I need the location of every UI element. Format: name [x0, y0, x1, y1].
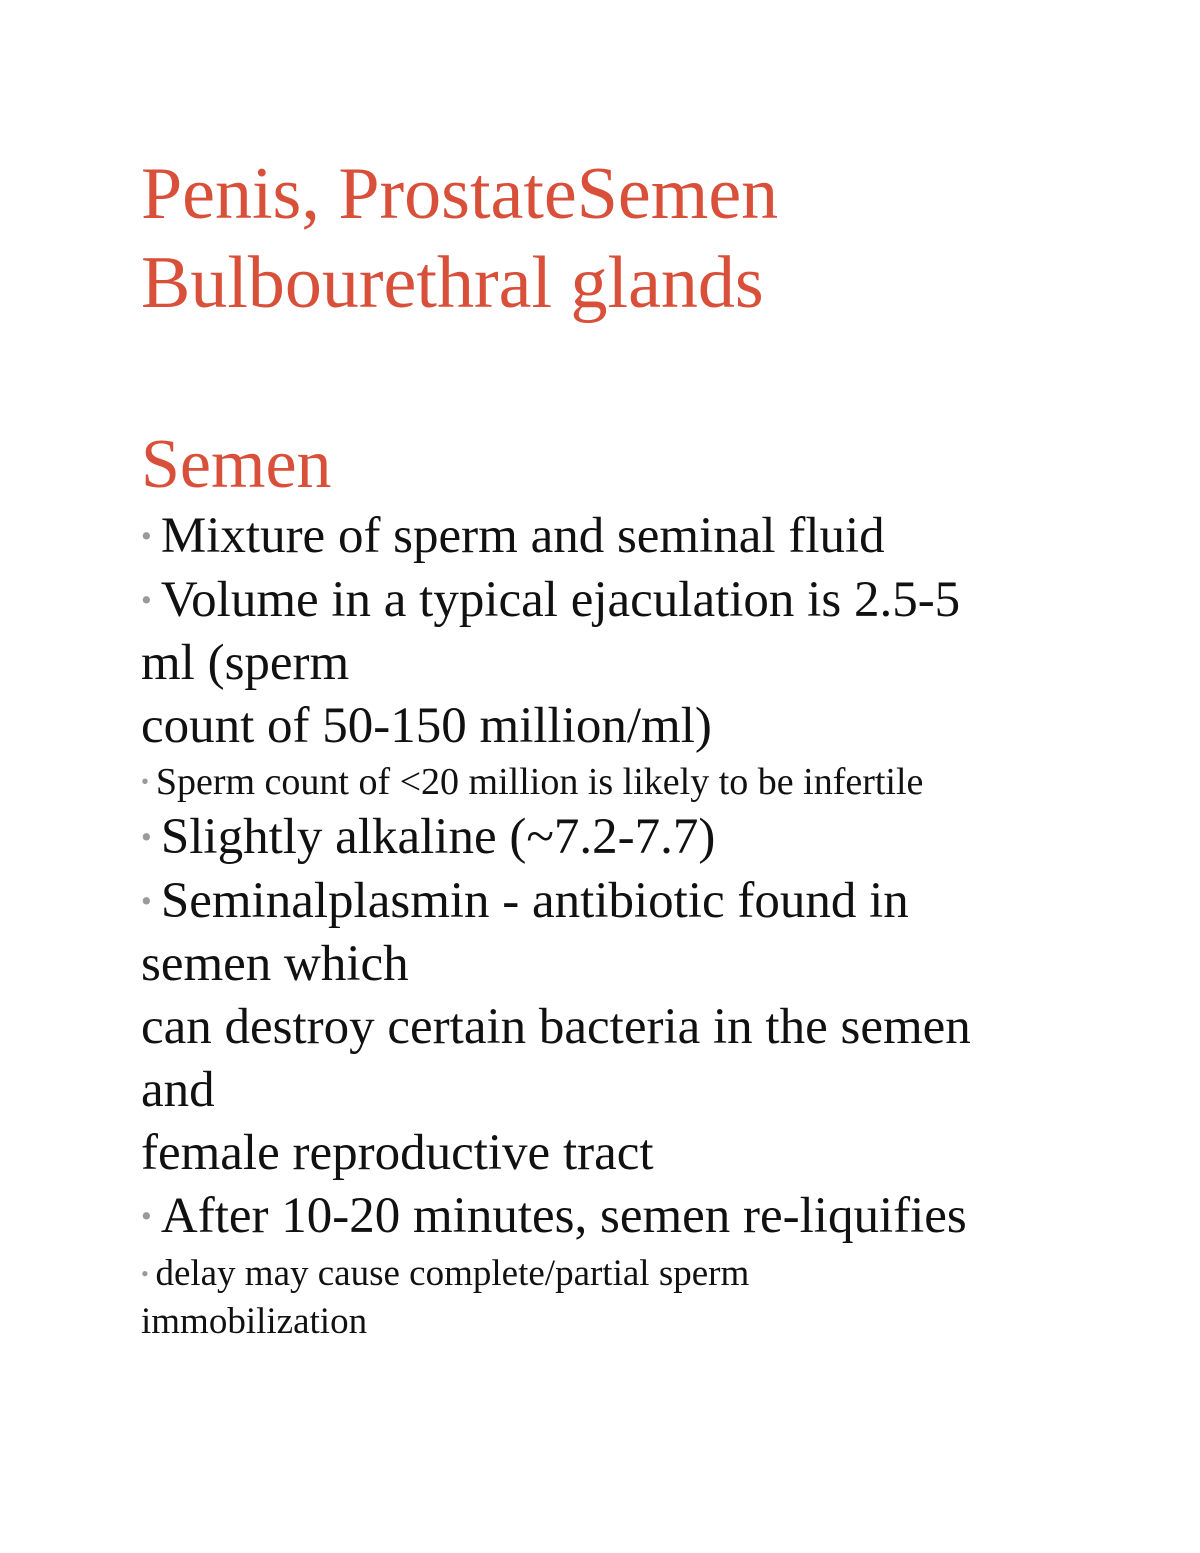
- bullet-item: [141, 873, 909, 929]
- bullet-continuation: count of 50-150 million/ml): [141, 698, 712, 754]
- bullet-continuation: ml (sperm: [141, 635, 350, 691]
- bullet-icon: •: [141, 582, 152, 617]
- bullet-icon: •: [141, 1198, 152, 1233]
- bullet-continuation: and: [141, 1062, 215, 1118]
- sub-bullet-text: delay may cause complete/partial sperm: [155, 1253, 750, 1294]
- title-line-1: Penis, ProstateSemen: [141, 153, 779, 235]
- sub-bullet-continuation: immobilization: [141, 1301, 368, 1342]
- bullet-continuation: female reproductive tract: [141, 1125, 654, 1181]
- sub-bullet-text: Sperm count of <20 million is likely to be infertile: [155, 761, 924, 803]
- bullet-item: [141, 572, 961, 628]
- sub-bullet-item: [141, 763, 923, 801]
- bullet-continuation: can destroy certain bacteria in the semen: [141, 999, 971, 1055]
- bullet-text: Mixture of sperm and seminal fluid: [160, 508, 885, 564]
- bullet-continuation: semen which: [141, 936, 409, 992]
- bullet-icon: •: [141, 518, 152, 553]
- sub-bullet-item: [141, 1255, 749, 1292]
- bullet-text: Slightly alkaline (~7.2-7.7): [160, 809, 716, 865]
- bullet-item: [141, 508, 885, 564]
- bullet-text: Volume in a typical ejaculation is 2.5-5: [160, 572, 961, 628]
- bullet-icon: •: [141, 1260, 149, 1286]
- bullet-text: After 10-20 minutes, semen re-liquifies: [160, 1188, 967, 1244]
- bullet-item: [141, 809, 716, 865]
- bullet-icon: •: [141, 769, 149, 795]
- section-heading: Semen: [141, 426, 332, 503]
- bullet-text: Seminalplasmin - antibiotic found in: [160, 873, 909, 929]
- title-line-2: Bulbourethral glands: [141, 242, 764, 324]
- bullet-item: [141, 1188, 967, 1244]
- bullet-icon: •: [141, 819, 152, 854]
- bullet-icon: •: [141, 883, 152, 918]
